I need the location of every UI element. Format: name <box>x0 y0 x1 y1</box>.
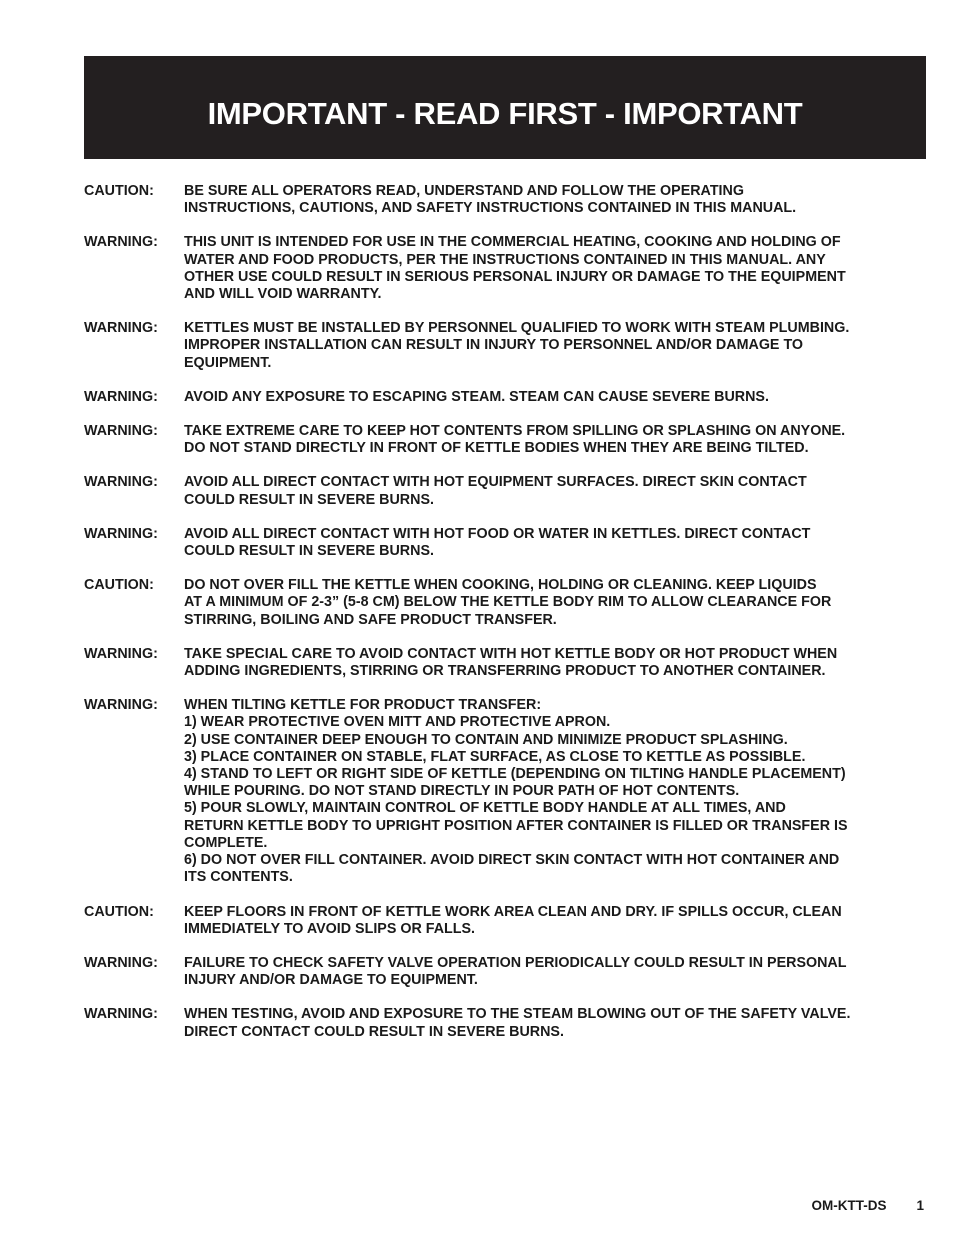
notice-line: OTHER USE COULD RESULT IN SERIOUS PERSONAL INJURY OR DAMAGE TO THE EQUIPMENT <box>184 268 846 285</box>
notice-line: KETTLES MUST BE INSTALLED BY PERSONNEL QUALIFIED TO WORK WITH STEAM PLUMBING. <box>184 320 850 337</box>
notice-line: 4) STAND TO LEFT OR RIGHT SIDE OF KETTLE (DEPENDING ON TILTING HANDLE PLACEMENT) <box>184 766 846 783</box>
notice-line: STIRRING, BOILING AND SAFE PRODUCT TRANSFER. <box>184 611 557 628</box>
notice-label: CAUTION: <box>84 903 154 920</box>
notice-line: EQUIPMENT. <box>184 354 272 371</box>
notice-label: WARNING: <box>84 234 158 251</box>
notice-list <box>84 183 920 1058</box>
notice-text <box>184 183 920 217</box>
notice-label: WARNING: <box>84 423 158 440</box>
notice-line: 6) DO NOT OVER FILL CONTAINER. AVOID DIRECT SKIN CONTACT WITH HOT CONTAINER AND <box>184 852 840 869</box>
notice-line: 3) PLACE CONTAINER ON STABLE, FLAT SURFACE, AS CLOSE TO KETTLE AS POSSIBLE. <box>184 748 806 765</box>
notice-item <box>84 955 920 989</box>
notice-label: WARNING: <box>84 320 158 337</box>
notice-text <box>184 904 920 938</box>
notice-item <box>84 474 920 508</box>
notice-line: IMPROPER INSTALLATION CAN RESULT IN INJURY TO PERSONNEL AND/OR DAMAGE TO <box>184 337 804 354</box>
notice-text <box>184 526 920 560</box>
notice-line: RETURN KETTLE BODY TO UPRIGHT POSITION AFTER CONTAINER IS FILLED OR TRANSFER IS <box>184 817 848 834</box>
notice-line: IMMEDIATELY TO AVOID SLIPS OR FALLS. <box>184 920 475 937</box>
notice-line: FAILURE TO CHECK SAFETY VALVE OPERATION PERIODICALLY COULD RESULT IN PERSONAL <box>184 954 847 971</box>
notice-item <box>84 423 920 457</box>
notice-label: WARNING: <box>84 388 158 405</box>
notice-label: WARNING: <box>84 954 158 971</box>
notice-line: COULD RESULT IN SEVERE BURNS. <box>184 543 434 560</box>
notice-item <box>84 320 920 372</box>
notice-label: WARNING: <box>84 697 158 714</box>
notice-text <box>184 234 920 303</box>
notice-line: WHILE POURING. DO NOT STAND DIRECTLY IN POUR PATH OF HOT CONTENTS. <box>184 783 740 800</box>
notice-line: DO NOT OVER FILL THE KETTLE WHEN COOKING, HOLDING OR CLEANING. KEEP LIQUIDS <box>184 577 817 594</box>
notice-label: WARNING: <box>84 645 158 662</box>
page-title: IMPORTANT - READ FIRST - IMPORTANT <box>207 95 803 131</box>
notice-item <box>84 577 920 629</box>
notice-line: COMPLETE. <box>184 834 268 851</box>
notice-item <box>84 526 920 560</box>
page-footer <box>811 1198 924 1213</box>
document-code: OM-KTT-DS <box>811 1198 887 1213</box>
notice-label: CAUTION: <box>84 183 154 199</box>
notice-line: AND WILL VOID WARRANTY. <box>184 286 382 303</box>
notice-line: TAKE EXTREME CARE TO KEEP HOT CONTENTS FROM SPILLING OR SPLASHING ON ANYONE. <box>184 423 846 440</box>
notice-item <box>84 183 920 217</box>
notice-line: 2) USE CONTAINER DEEP ENOUGH TO CONTAIN AND MINIMIZE PRODUCT SPLASHING. <box>184 731 788 748</box>
notice-item <box>84 697 920 886</box>
notice-text <box>184 646 920 680</box>
notice-item <box>84 904 920 938</box>
notice-line: WHEN TILTING KETTLE FOR PRODUCT TRANSFER: <box>184 697 542 714</box>
notice-text <box>184 577 920 629</box>
notice-label: WARNING: <box>84 525 158 542</box>
notice-text <box>184 474 920 508</box>
notice-label: CAUTION: <box>84 577 154 594</box>
notice-text <box>184 1006 920 1040</box>
notice-label: WARNING: <box>84 1006 158 1023</box>
notice-item <box>84 646 920 680</box>
notice-line: INSTRUCTIONS, CAUTIONS, AND SAFETY INSTRUCTIONS CONTAINED IN THIS MANUAL. <box>184 200 797 217</box>
notice-item <box>84 1006 920 1040</box>
notice-text <box>184 955 920 989</box>
notice-text <box>184 389 920 406</box>
notice-item <box>84 234 920 303</box>
notice-line: WHEN TESTING, AVOID AND EXPOSURE TO THE STEAM BLOWING OUT OF THE SAFETY VALVE. <box>184 1006 851 1023</box>
notice-line: AVOID ANY EXPOSURE TO ESCAPING STEAM. STEAM CAN CAUSE SEVERE BURNS. <box>184 388 769 405</box>
notice-line: AT A MINIMUM OF 2-3” (5-8 CM) BELOW THE KETTLE BODY RIM TO ALLOW CLEARANCE FOR <box>184 594 832 611</box>
notice-line: BE SURE ALL OPERATORS READ, UNDERSTAND AND FOLLOW THE OPERATING <box>184 183 744 199</box>
notice-label: WARNING: <box>84 474 158 491</box>
notice-line: TAKE SPECIAL CARE TO AVOID CONTACT WITH HOT KETTLE BODY OR HOT PRODUCT WHEN <box>184 645 838 662</box>
notice-line: AVOID ALL DIRECT CONTACT WITH HOT EQUIPMENT SURFACES. DIRECT SKIN CONTACT <box>184 474 807 491</box>
notice-line: 5) POUR SLOWLY, MAINTAIN CONTROL OF KETTLE BODY HANDLE AT ALL TIMES, AND <box>184 800 786 817</box>
notice-text <box>184 697 920 886</box>
notice-line: KEEP FLOORS IN FRONT OF KETTLE WORK AREA CLEAN AND DRY. IF SPILLS OCCUR, CLEAN <box>184 903 842 920</box>
notice-line: ITS CONTENTS. <box>184 869 293 886</box>
notice-line: AVOID ALL DIRECT CONTACT WITH HOT FOOD OR WATER IN KETTLES. DIRECT CONTACT <box>184 525 811 542</box>
notice-line: 1) WEAR PROTECTIVE OVEN MITT AND PROTECTIVE APRON. <box>184 714 611 731</box>
notice-line: WATER AND FOOD PRODUCTS, PER THE INSTRUCTIONS CONTAINED IN THIS MANUAL. ANY <box>184 251 826 268</box>
notice-item <box>84 389 920 406</box>
header-banner <box>84 56 926 159</box>
page-number: 1 <box>916 1198 924 1213</box>
notice-line: COULD RESULT IN SEVERE BURNS. <box>184 491 434 508</box>
notice-line: ADDING INGREDIENTS, STIRRING OR TRANSFERRING PRODUCT TO ANOTHER CONTAINER. <box>184 663 826 680</box>
notice-line: INJURY AND/OR DAMAGE TO EQUIPMENT. <box>184 972 478 989</box>
notice-line: THIS UNIT IS INTENDED FOR USE IN THE COMMERCIAL HEATING, COOKING AND HOLDING OF <box>184 234 841 251</box>
notice-line: DO NOT STAND DIRECTLY IN FRONT OF KETTLE BODIES WHEN THEY ARE BEING TILTED. <box>184 440 809 457</box>
notice-text <box>184 423 920 457</box>
notice-text <box>184 320 920 372</box>
notice-line: DIRECT CONTACT COULD RESULT IN SEVERE BURNS. <box>184 1023 564 1040</box>
